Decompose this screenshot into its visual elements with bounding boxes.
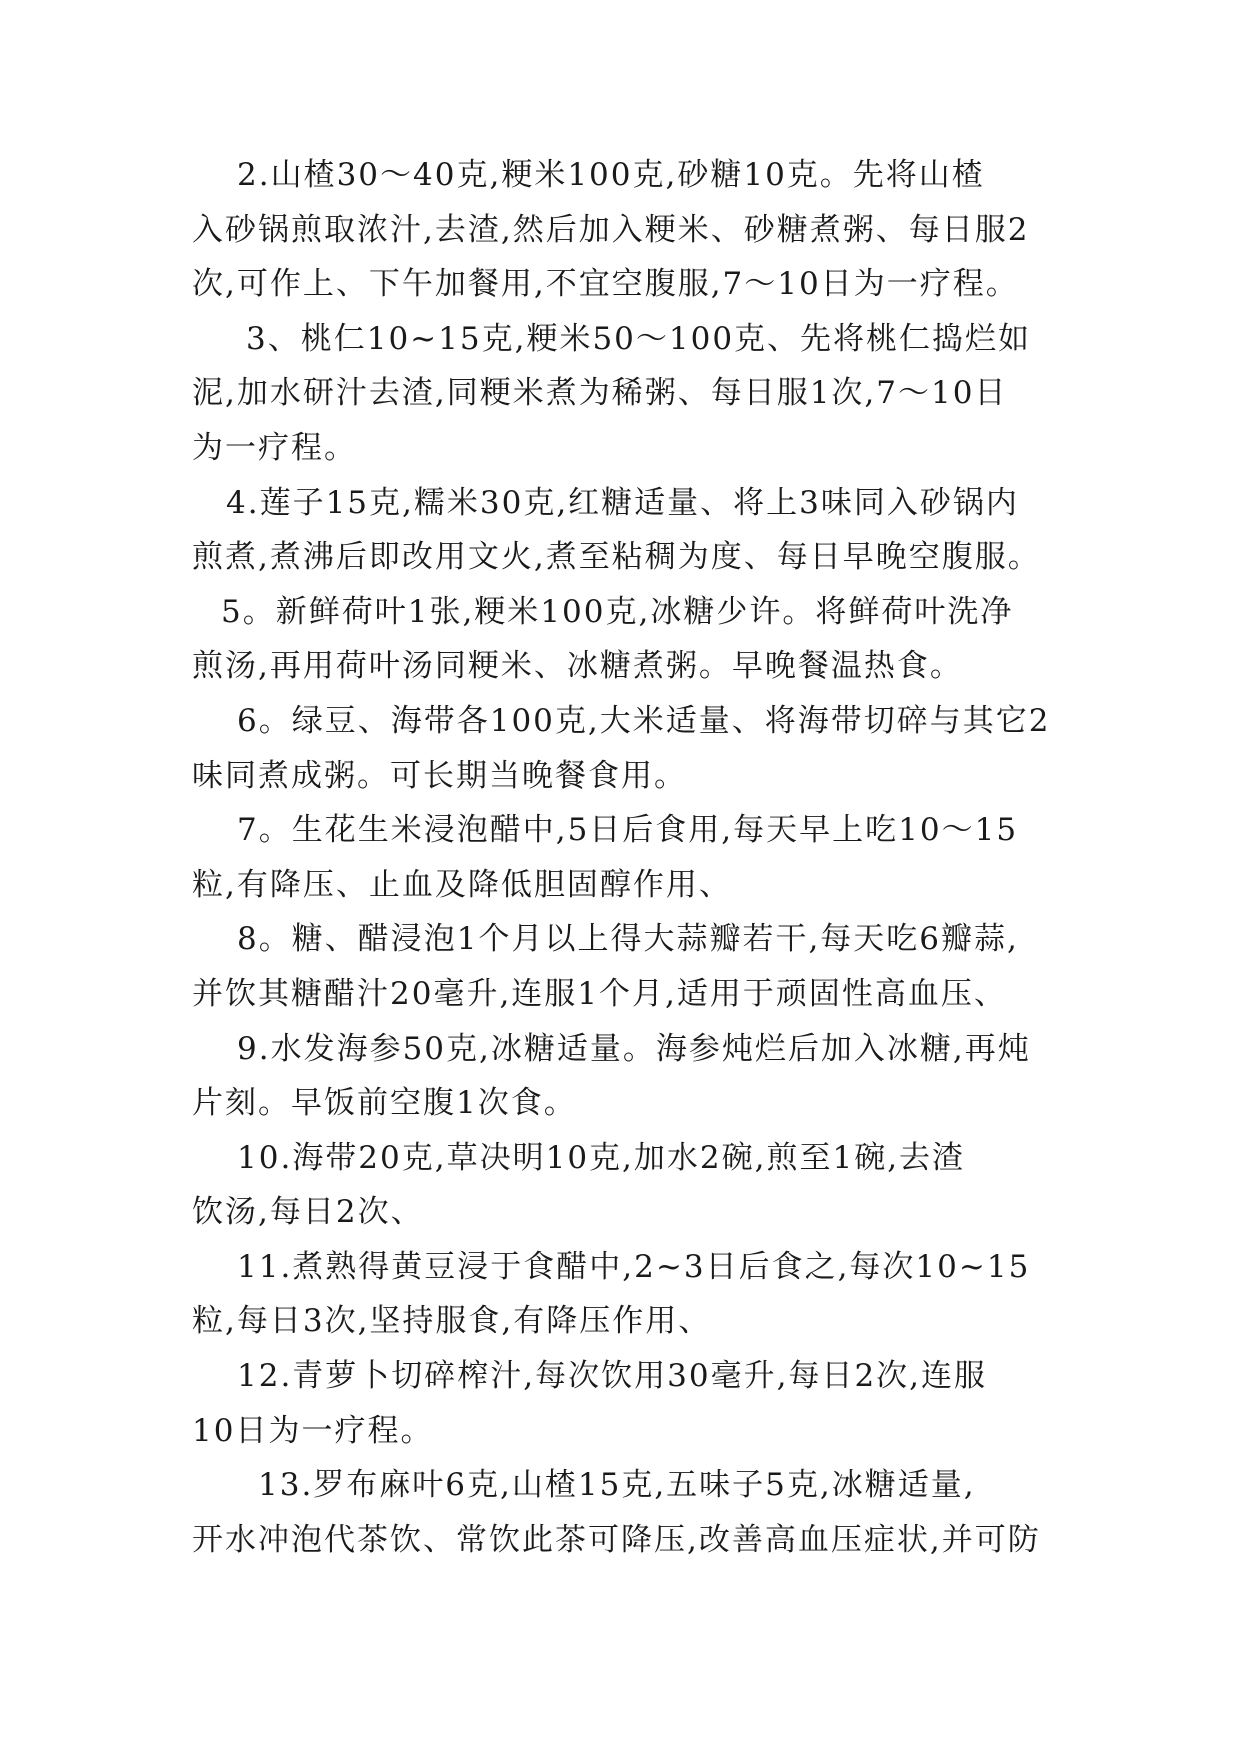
item-11-line-2: 粒,每日3次,坚持服食,有降压作用、 xyxy=(192,1303,712,1340)
item-2-line-2: 入砂锅煎取浓汁,去渣,然后加入粳米、砂糖煮粥、每日服2 xyxy=(192,211,1030,248)
item-9-line-1: 9.水发海参50克,冰糖适量。海参炖烂后加入冰糖,再炖 xyxy=(237,1030,1031,1067)
recipe-list xyxy=(192,148,1062,1567)
item-13-line-1: 13.罗布麻叶6克,山楂15克,五味子5克,冰糖适量, xyxy=(258,1467,976,1504)
item-13-line-2: 开水冲泡代茶饮、常饮此茶可降压,改善高血压症状,并可防 xyxy=(192,1521,1041,1558)
item-3-line-2: 泥,加水研汁去渣,同粳米煮为稀粥、每日服1次,7～10日 xyxy=(192,375,1008,412)
item-12-line-2: 10日为一疗程。 xyxy=(192,1412,434,1449)
item-7-line-2: 粒,有降压、止血及降低胆固醇作用、 xyxy=(192,866,732,903)
item-7-line-1: 7。生花生米浸泡醋中,5日后食用,每天早上吃10～15 xyxy=(237,812,1019,849)
item-4-line-2: 煎煮,煮沸后即改用文火,煮至粘稠为度、每日早晚空腹服。 xyxy=(192,539,1041,576)
item-5-line-1: 5。新鲜荷叶1张,粳米100克,冰糖少许。将鲜荷叶洗净 xyxy=(221,593,1014,630)
item-8-line-2: 并饮其糖醋汁20毫升,连服1个月,适用于顽固性高血压、 xyxy=(192,975,1007,1012)
item-5-line-2: 煎汤,再用荷叶汤同粳米、冰糖煮粥。早晚餐温热食。 xyxy=(192,648,963,685)
item-2-line-1: 2.山楂30～40克,粳米100克,砂糖10克。先将山楂 xyxy=(237,157,985,193)
item-6-line-1: 6。绿豆、海带各100克,大米适量、将海带切碎与其它2 xyxy=(237,702,1051,739)
item-10-line-1: 10.海带20克,草决明10克,加水2碗,煎至1碗,去渣 xyxy=(237,1139,966,1176)
item-11-line-1: 11.煮熟得黄豆浸于食醋中,2~3日后食之,每次10~15 xyxy=(237,1248,1031,1285)
item-3-line-3: 为一疗程。 xyxy=(192,429,357,466)
item-8-line-1: 8。糖、醋浸泡1个月以上得大蒜瓣若干,每天吃6瓣蒜, xyxy=(237,921,1019,958)
item-2-line-3: 次,可作上、下午加餐用,不宜空腹服,7～10日为一疗程。 xyxy=(192,266,1019,303)
item-3-line-1: 3、桃仁10~15克,粳米50～100克、先将桃仁捣烂如 xyxy=(246,320,1032,357)
item-12-line-1: 12.青萝卜切碎榨汁,每次饮用30毫升,每日2次,连服 xyxy=(237,1358,988,1395)
item-6-line-2: 味同煮成粥。可长期当晚餐食用。 xyxy=(192,757,687,794)
item-4-line-1: 4.莲子15克,糯米30克,红糖适量、将上3味同入砂锅内 xyxy=(226,484,1019,521)
item-9-line-2: 片刻。早饭前空腹1次食。 xyxy=(192,1085,577,1122)
item-10-line-2: 饮汤,每日2次、 xyxy=(192,1194,424,1231)
